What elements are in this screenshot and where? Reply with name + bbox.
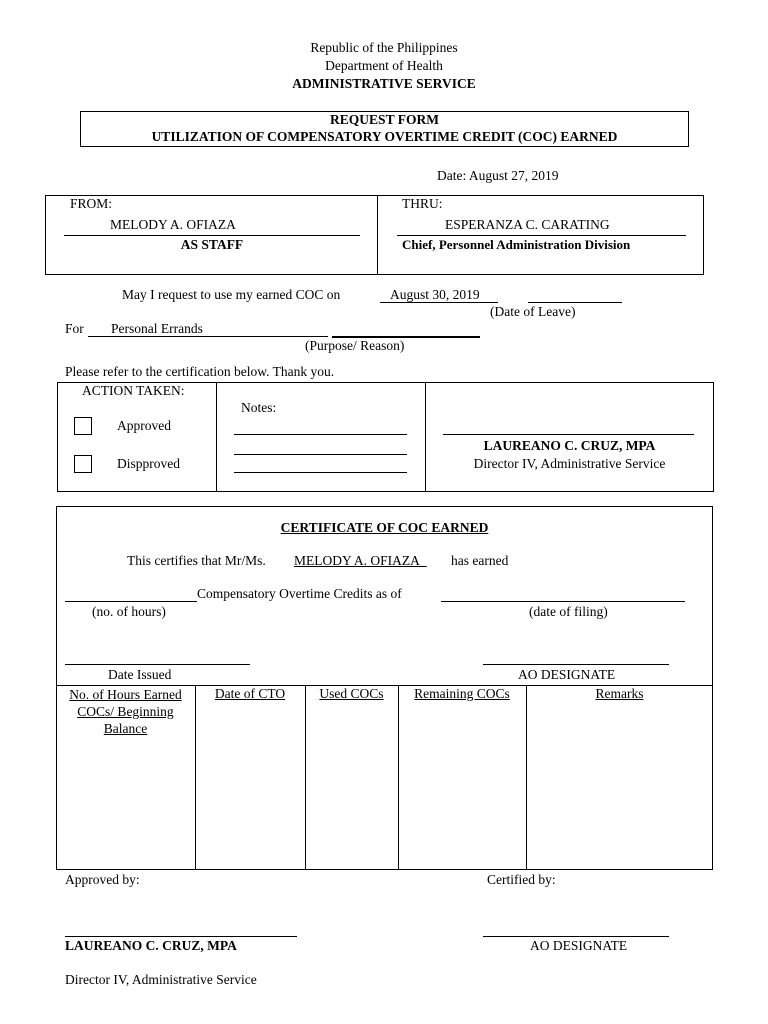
- header-republic: Republic of the Philippines: [310, 40, 458, 55]
- purpose-caption: (Purpose/ Reason): [305, 338, 405, 353]
- disapproved-checkbox[interactable]: [74, 455, 92, 473]
- refer-text: Please refer to the certification below. Thank you.: [65, 364, 335, 379]
- action-signatory-name: LAUREANO C. CRUZ, MPA: [483, 438, 656, 453]
- coc-text: Compensatory Overtime Credits as of: [197, 586, 402, 601]
- form-title-line1: REQUEST FORM: [330, 112, 439, 127]
- approved-by-label: Approved by:: [65, 872, 140, 887]
- signature-line: [443, 434, 694, 435]
- request-text: May I request to use my earned COC on: [122, 287, 341, 302]
- from-position: AS STAFF: [180, 237, 244, 252]
- form-title-line2: UTILIZATION OF COMPENSATORY OVERTIME CREDIT (COC) EARNED: [151, 129, 618, 144]
- thru-label: THRU:: [402, 196, 443, 211]
- notes-line-3: [234, 472, 407, 473]
- certificate-employee: MELODY A. OFIAZA_: [294, 553, 427, 568]
- from-name: MELODY A. OFIAZA: [110, 217, 236, 232]
- approved-checkbox[interactable]: [74, 417, 92, 435]
- approver-name: LAUREANO C. CRUZ, MPA: [65, 938, 237, 953]
- ao-designate-line: [483, 664, 669, 665]
- col-header-hours: No. of Hours Earned COCs/ Beginning Balance: [69, 687, 182, 736]
- col-header-remaining: Remaining COCs: [414, 686, 510, 701]
- header-service: ADMINISTRATIVE SERVICE: [292, 76, 476, 91]
- leave-date-caption: (Date of Leave): [490, 304, 576, 319]
- header-department: Department of Health: [325, 58, 443, 73]
- has-earned-text: has earned: [451, 553, 509, 568]
- hours-line: [65, 601, 197, 602]
- filing-caption: (date of filing): [529, 604, 608, 619]
- certified-by-label: Certified by:: [487, 872, 556, 887]
- for-label: For: [65, 321, 84, 336]
- approved-label: Approved: [117, 418, 171, 433]
- leave-date-value: August 30, 2019: [390, 287, 480, 302]
- disapproved-label: Dispproved: [117, 456, 180, 471]
- filing-date-line: [441, 601, 685, 602]
- action-signatory-title: Director IV, Administrative Service: [473, 456, 666, 471]
- hours-caption: (no. of hours): [92, 604, 166, 619]
- approver-title: Director IV, Administrative Service: [65, 972, 257, 987]
- thru-position: Chief, Personnel Administration Division: [402, 237, 631, 252]
- notes-label: Notes:: [241, 400, 277, 415]
- notes-line-1: [234, 434, 407, 435]
- certificate-title: CERTIFICATE OF COC EARNED: [280, 520, 489, 535]
- form-title-box: [80, 111, 689, 147]
- thru-name: ESPERANZA C. CARATING: [445, 217, 610, 232]
- date-issued-label: Date Issued: [108, 667, 172, 682]
- approver-signature-line: [65, 936, 297, 937]
- col-header-used: Used COCs: [319, 686, 384, 701]
- notes-line-2: [234, 454, 407, 455]
- certifies-text: This certifies that Mr/Ms.: [127, 553, 266, 568]
- ao-designate-label: AO DESIGNATE: [518, 667, 616, 682]
- from-label: FROM:: [70, 196, 113, 211]
- certifier-signature-line: [483, 936, 669, 937]
- col-header-remarks: Remarks: [595, 686, 644, 701]
- date-line: Date: August 27, 2019: [437, 168, 559, 183]
- col-header-date-cto: Date of CTO: [214, 686, 286, 701]
- purpose-value: Personal Errands: [111, 321, 203, 336]
- action-taken-label: ACTION TAKEN:: [82, 383, 185, 398]
- certifier-name: AO DESIGNATE: [530, 938, 628, 953]
- date-issued-line: [65, 664, 250, 665]
